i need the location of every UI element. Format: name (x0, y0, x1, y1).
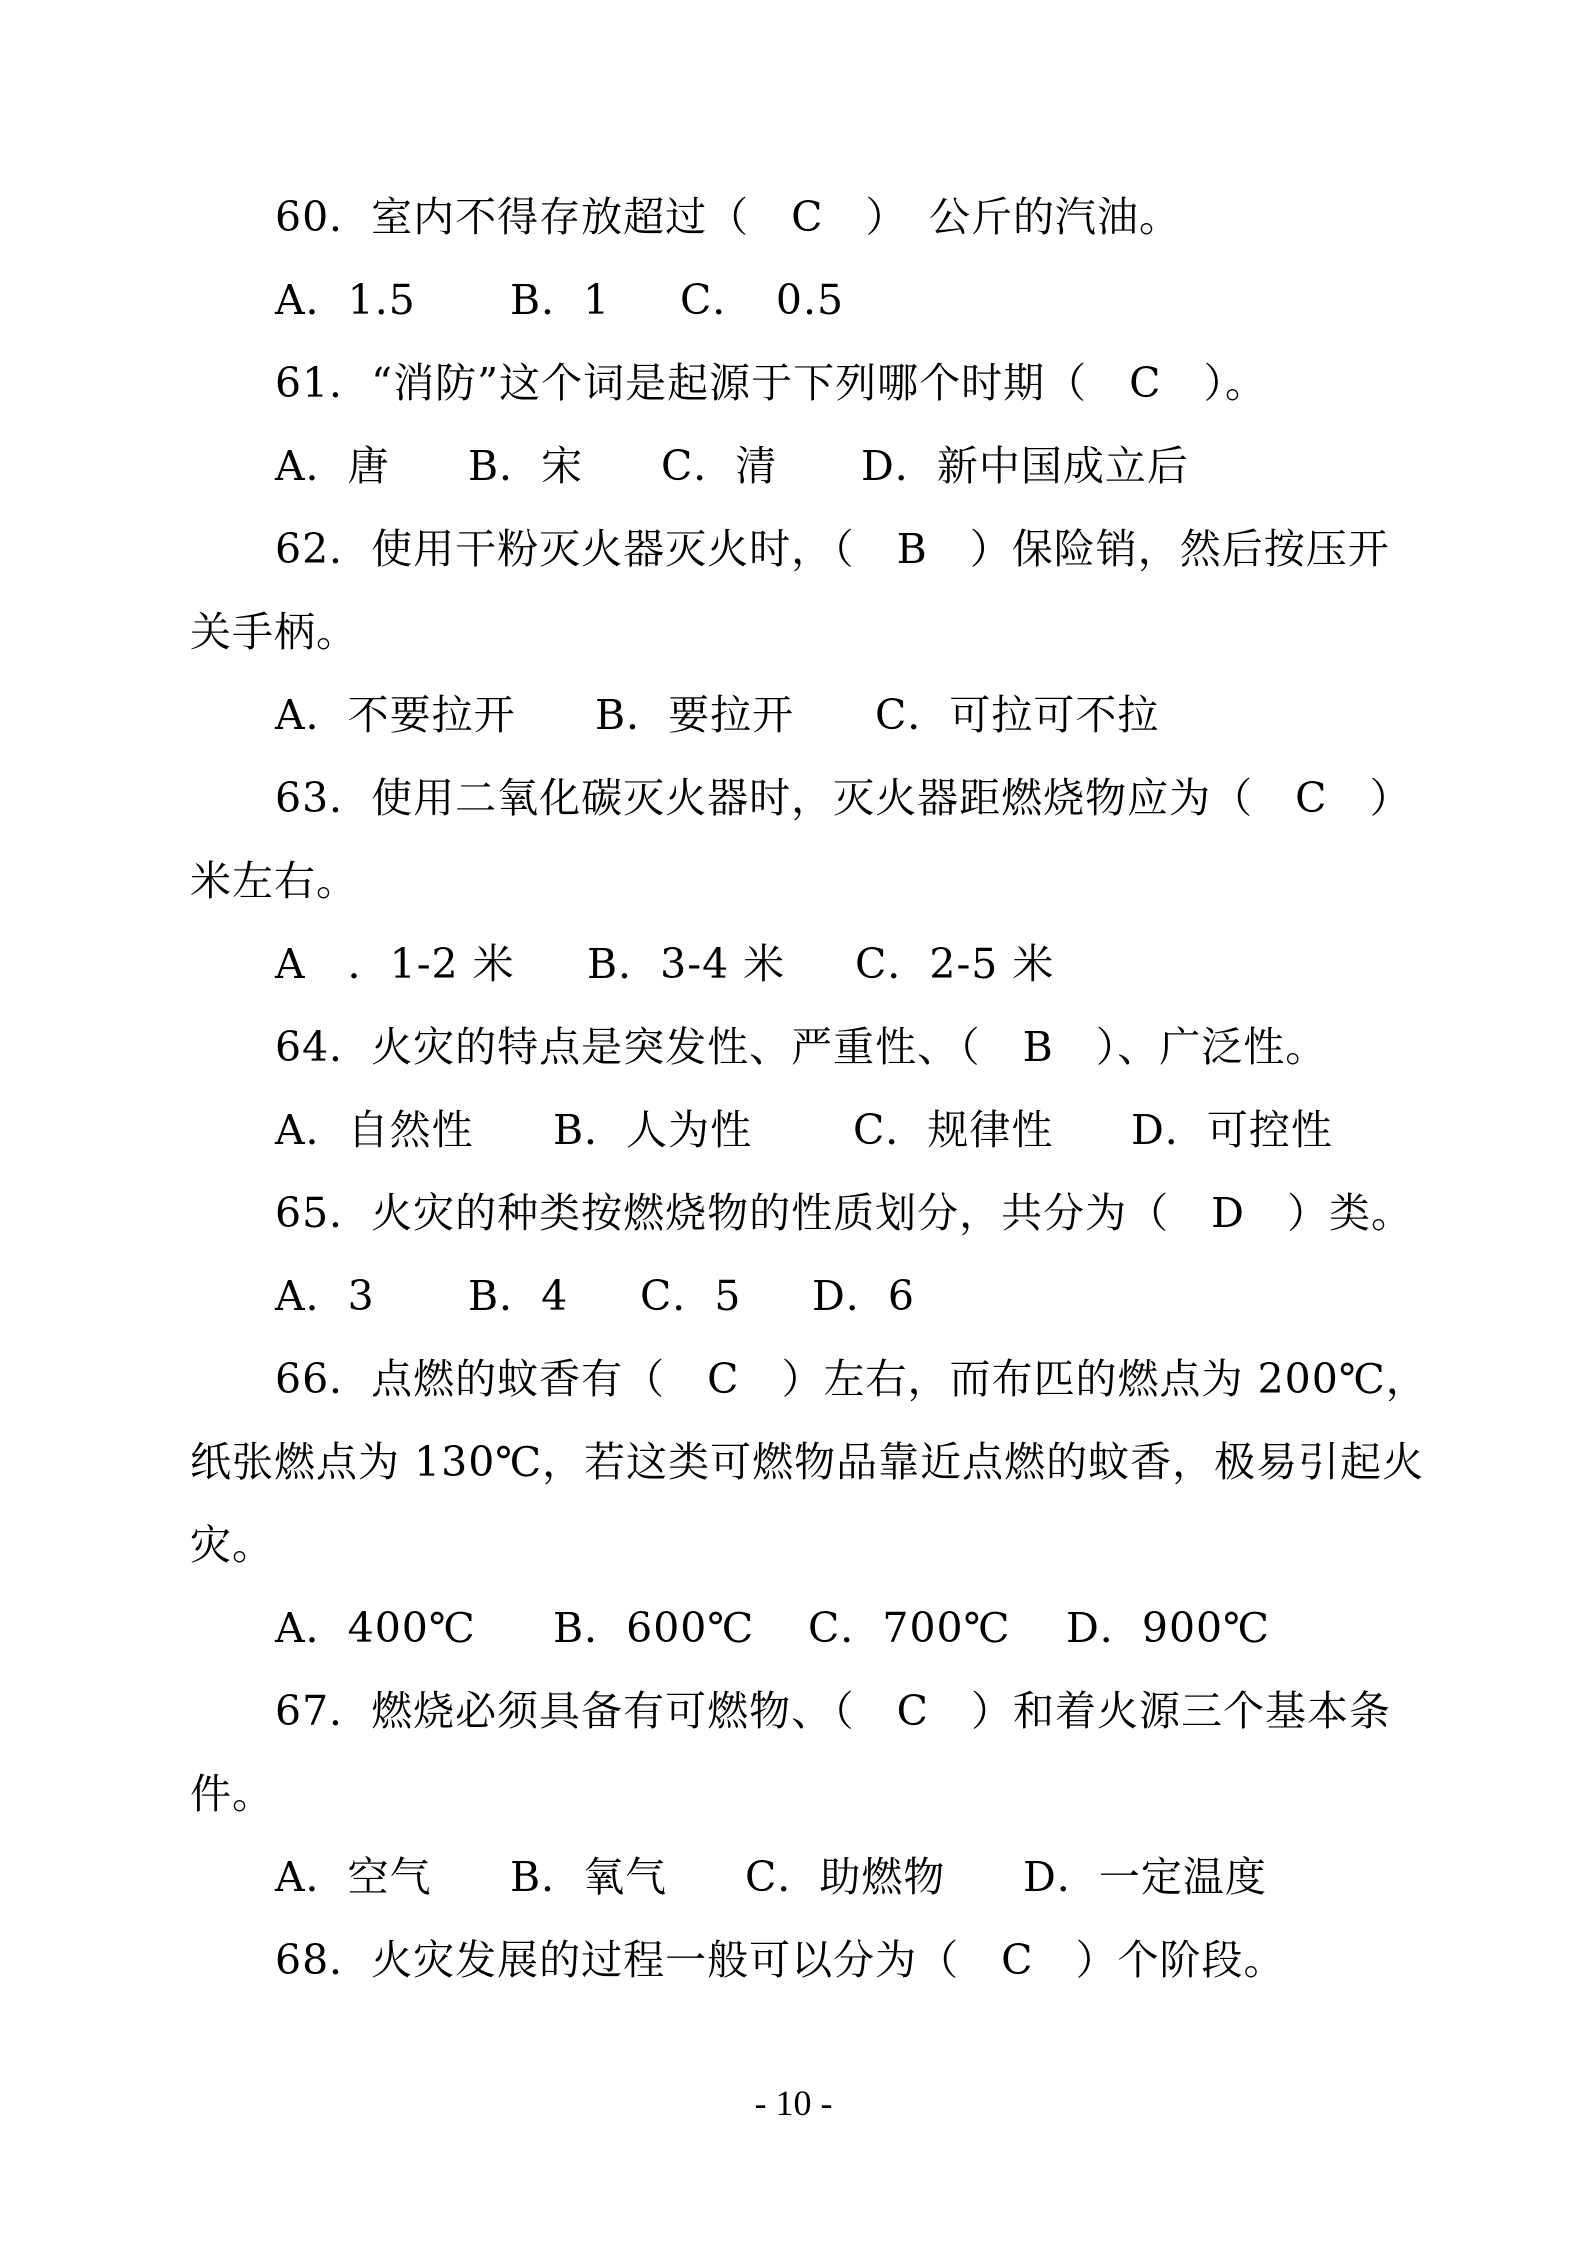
option-d: D．新中国成立后 (861, 442, 1189, 490)
option-b: B．1 (510, 276, 611, 324)
option-b: B．要拉开 (595, 691, 795, 739)
question-62-stem: 62．使用干粉灭火器灭火时，（ B ）保险销，然后按压开 (275, 525, 1390, 573)
option-d: D．可控性 (1131, 1106, 1333, 1154)
question-65-stem: 65．火灾的种类按燃烧物的性质划分，共分为（ D ）类。 (275, 1189, 1414, 1237)
question-67-options (275, 1847, 1267, 1907)
option-a: A ．1-2 米 (275, 940, 515, 988)
option-b: B．3-4 米 (587, 940, 786, 988)
question-62-options (275, 685, 1159, 745)
question-60-options (275, 270, 844, 330)
question-64-stem: 64．火灾的特点是突发性、严重性、（ B ）、广泛性。 (275, 1023, 1328, 1071)
option-c: C． 0.5 (680, 276, 845, 324)
option-b: B．人为性 (553, 1106, 753, 1154)
option-c: C．700℃ (808, 1604, 1011, 1652)
option-a: A．唐 (275, 442, 390, 490)
question-63-options (275, 934, 1054, 994)
option-a: A．400℃ (275, 1604, 476, 1652)
question-63-stem: 63．使用二氧化碳灭火器时，灭火器距燃烧物应为（ C ） (275, 774, 1412, 822)
question-63-stem-cont: 米左右。 (190, 857, 358, 905)
option-c: C．助燃物 (745, 1853, 946, 1901)
option-a: A．自然性 (275, 1106, 474, 1154)
question-65-options (275, 1266, 915, 1326)
option-c: C．清 (661, 442, 778, 490)
option-d: D．一定温度 (1023, 1853, 1267, 1901)
question-66-stem-cont-2: 灾。 (190, 1521, 274, 1569)
option-b: B．600℃ (553, 1604, 755, 1652)
option-c: C．5 (640, 1272, 742, 1320)
question-67-stem-cont: 件。 (190, 1770, 274, 1818)
question-66-stem-cont-1: 纸张燃点为 130℃，若这类可燃物品靠近点燃的蚊香，极易引起火 (190, 1438, 1425, 1486)
question-64-options (275, 1100, 1333, 1160)
question-66-stem: 66．点燃的蚊香有（ C ）左右，而布匹的燃点为 200℃， (275, 1355, 1428, 1403)
question-68-stem: 68．火灾发展的过程一般可以分为（ C ）个阶段。 (275, 1936, 1286, 1984)
question-61-options (275, 436, 1189, 496)
question-61-stem: 61．“消防”这个词是起源于下列哪个时期（ C ）。 (275, 359, 1267, 407)
option-b: B．4 (468, 1272, 569, 1320)
question-66-options (275, 1598, 1270, 1658)
option-c: C．规律性 (853, 1106, 1054, 1154)
option-a: A．1.5 (275, 276, 416, 324)
option-a: A．不要拉开 (275, 691, 516, 739)
question-67-stem: 67．燃烧必须具备有可燃物、（ C ）和着火源三个基本条 (275, 1687, 1392, 1735)
page-number: - 10 - (754, 2083, 833, 2123)
option-c: C．2-5 米 (855, 940, 1055, 988)
option-d: D．6 (812, 1272, 915, 1320)
option-c: C．可拉可不拉 (875, 691, 1160, 739)
option-a: A．3 (275, 1272, 375, 1320)
question-62-stem-cont: 关手柄。 (190, 608, 358, 656)
option-a: A．空气 (275, 1853, 432, 1901)
option-b: B．宋 (468, 442, 584, 490)
option-d: D．900℃ (1066, 1604, 1270, 1652)
question-60-stem: 60．室内不得存放超过（ C ） 公斤的汽油。 (275, 193, 1182, 241)
option-b: B．氧气 (510, 1853, 668, 1901)
